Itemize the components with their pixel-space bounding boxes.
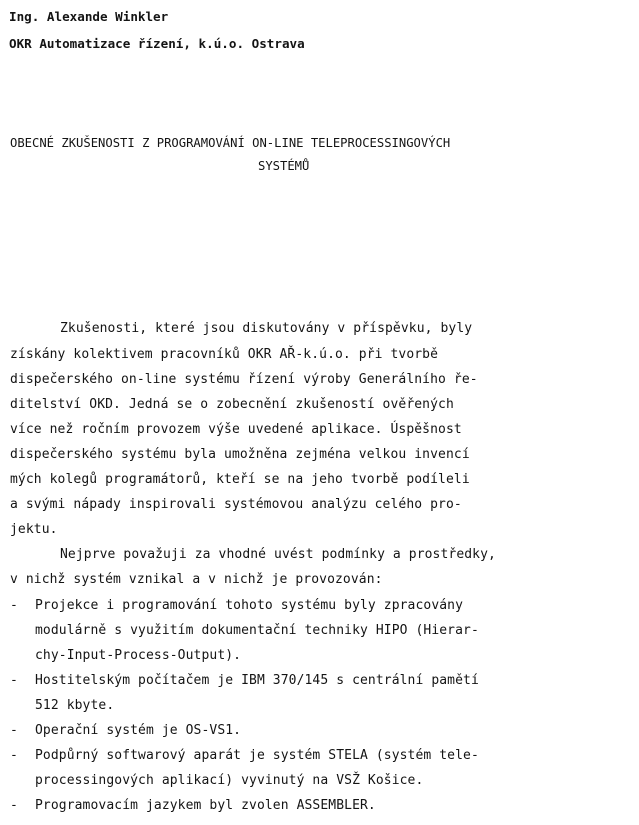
paragraph-2-line: Nejprve považuji za vhodné uvést podmínky a prostředky,: [60, 547, 496, 562]
bullet-dash: -: [10, 598, 18, 613]
bullet-line: Podpůrný softwarový aparát je systém STELA (systém tele-: [35, 748, 479, 763]
bullet-line: Operační systém je OS-VS1.: [35, 723, 242, 738]
paragraph-1-line: dispečerského on-line systému řízení výroby Generálního ře-: [10, 372, 478, 387]
bullet-line: Programovacím jazykem byl zvolen ASSEMBLER.: [35, 798, 376, 813]
document-title-line-2: SYSTÉMŮ: [258, 159, 310, 173]
author-name: Ing. Alexande Winkler: [9, 9, 169, 24]
document-title-line-1: OBECNÉ ZKUŠENOSTI Z PROGRAMOVÁNÍ ON-LINE TELEPROCESSINGOVÝCH: [10, 136, 451, 150]
paragraph-1-line: Zkušenosti, které jsou diskutovány v příspěvku, byly: [60, 321, 473, 336]
author-affiliation: OKR Automatizace řízení, k.ú.o. Ostrava: [9, 36, 305, 51]
bullet-dash: -: [10, 798, 18, 813]
paragraph-1-line: a svými nápady inspirovali systémovou analýzu celého pro-: [10, 497, 462, 512]
bullet-dash: -: [10, 723, 18, 738]
bullet-dash: -: [10, 748, 18, 763]
bullet-dash: -: [10, 673, 18, 688]
paragraph-1-line: ditelství OKD. Jedná se o zobecnění zkušeností ověřených: [10, 397, 454, 412]
paragraph-1-line: získány kolektivem pracovníků OKR AŘ-k.ú.o. při tvorbě: [10, 347, 439, 362]
paragraph-2-line: v nichž systém vznikal a v nichž je provozován:: [10, 572, 383, 587]
paragraph-1-line: mých kolegů programátorů, kteří se na jeho tvorbě podíleli: [10, 472, 470, 487]
bullet-line: Projekce i programování tohoto systému byly zpracovány: [35, 598, 464, 613]
paragraph-1-line: více než ročním provozem výše uvedené aplikace. Úspěšnost: [10, 422, 462, 437]
bullet-line: chy-Input-Process-Output).: [35, 648, 242, 663]
bullet-line: 512 kbyte.: [35, 698, 115, 713]
paragraph-1-line: jektu.: [10, 522, 58, 537]
bullet-line: Hostitelským počítačem je IBM 370/145 s centrální pamětí: [35, 673, 479, 688]
bullet-line: processingových aplikací) vyvinutý na VSŽ Košice.: [35, 773, 424, 788]
bullet-line: modulárně s využitím dokumentační techniky HIPO (Hierar-: [35, 623, 479, 638]
paragraph-1-line: dispečerského systému byla umožněna zejména velkou invencí: [10, 447, 470, 462]
